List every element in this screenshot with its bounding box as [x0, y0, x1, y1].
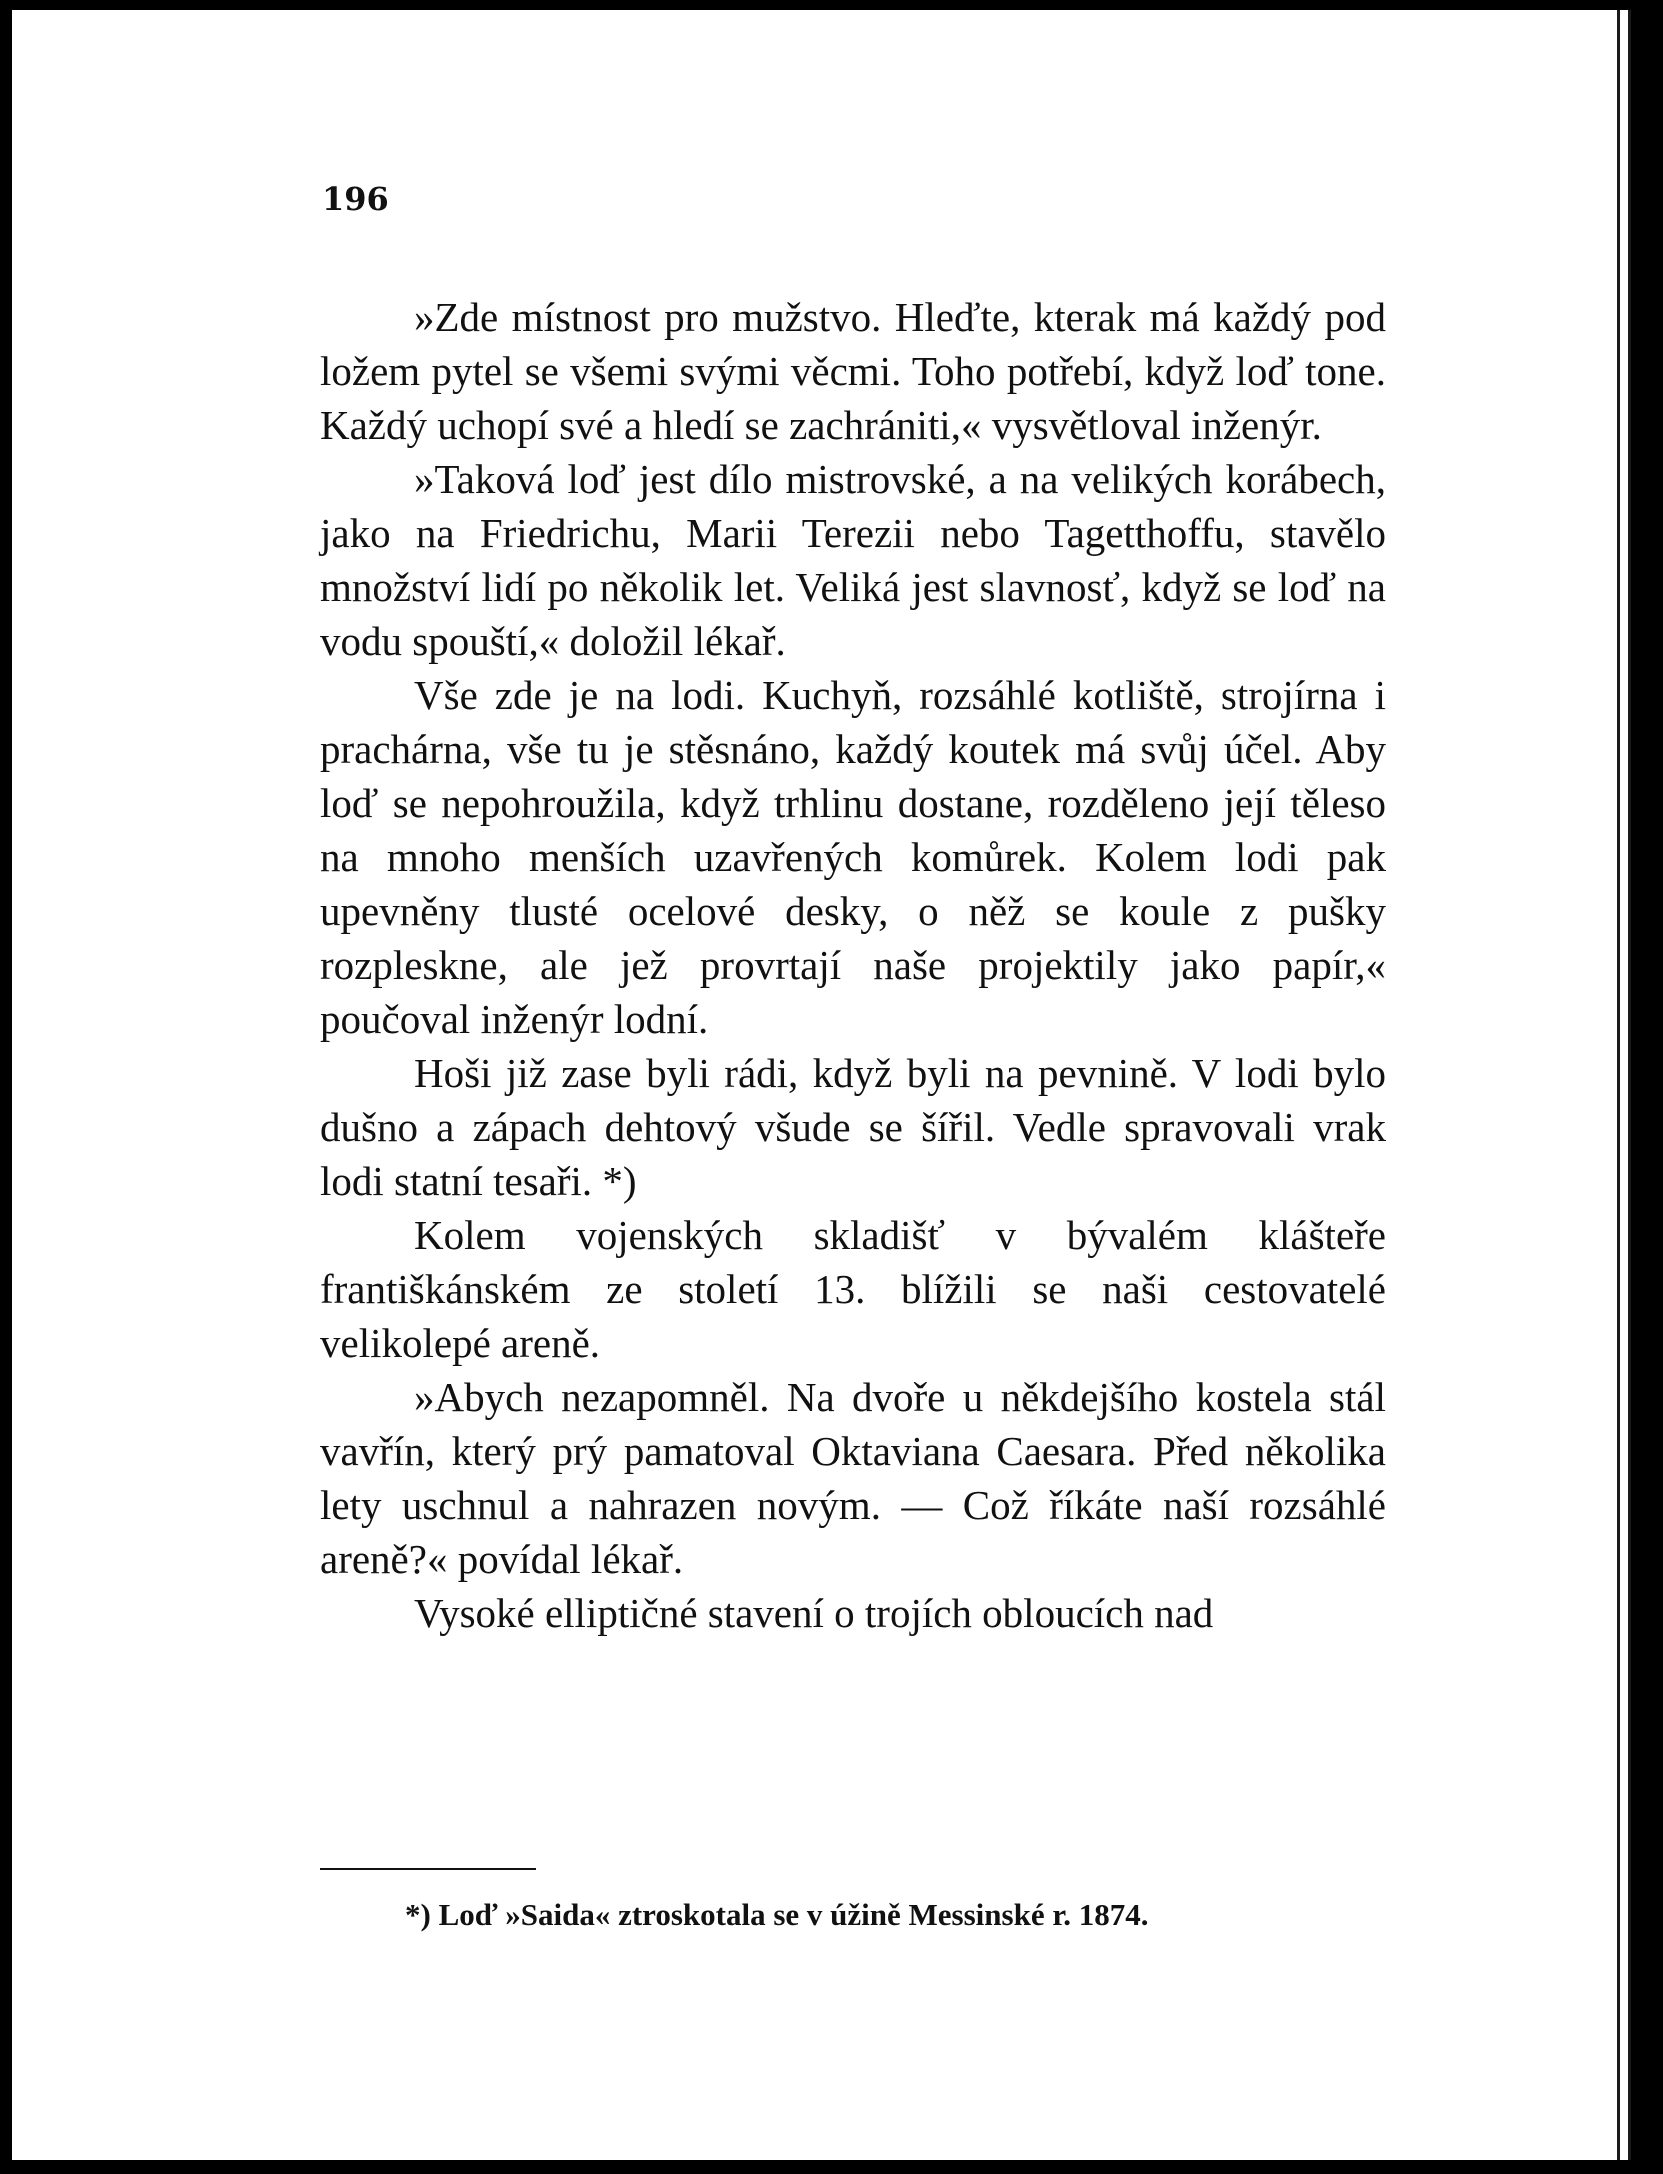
paragraph: Hoši již zase byli rádi, když byli na pevnině. V lodi bylo dušno a zápach dehtový všude se šířil. Vedle spravovali vrak lodi statní tesaři. *): [320, 1050, 1386, 1204]
page-edge: [1617, 10, 1631, 2160]
body-text: [320, 290, 1386, 1640]
paragraph: Vše zde je na lodi. Kuchyň, rozsáhlé kotliště, strojírna i prachárna, vše tu je stěsnáno, každý koutek má svůj účel. Aby loď se nepohroužila, když trhlinu dostane, rozděleno její těleso na mnoho menších uzavřených komůrek. Kolem lodi pak upevněny tlusté ocelové desky, o něž se koule z pušky rozpleskne, ale jež provrtají naše projektily jako papír,« poučoval inženýr lodní.: [320, 672, 1386, 1042]
paragraph: Kolem vojenských skladišť v bývalém klášteře františkánském ze století 13. blížili se naši cestovatelé velikolepé areně.: [320, 1212, 1386, 1366]
paragraph: »Taková loď jest dílo mistrovské, a na velikých korábech, jako na Friedrichu, Marii Terezii nebo Tagetthoffu, stavělo množství lidí po několik let. Veliká jest slavnosť, když se loď na vodu spouští,« doložil lékař.: [320, 456, 1386, 664]
page-number: 196: [322, 180, 389, 218]
paragraph: »Abych nezapomněl. Na dvoře u někdejšího kostela stál vavřín, který prý pamatoval Oktaviana Caesara. Před několika lety uschnul a nahrazen novým. — Což říkáte naší rozsáhlé areně?« povídal lékař.: [320, 1374, 1386, 1582]
footnote: *) Loď »Saida« ztroskotala se v úžině Messinské r. 1874.: [405, 1897, 1149, 1932]
footnote-divider: [320, 1868, 536, 1870]
paragraph: »Zde místnost pro mužstvo. Hleďte, kterak má každý pod ložem pytel se všemi svými věcmi. Toho potřebí, když loď tone. Každý uchopí své a hledí se zachrániti,« vysvětloval inženýr.: [320, 294, 1386, 448]
paragraph: Vysoké elliptičné stavení o trojích obloucích nad: [414, 1590, 1214, 1636]
